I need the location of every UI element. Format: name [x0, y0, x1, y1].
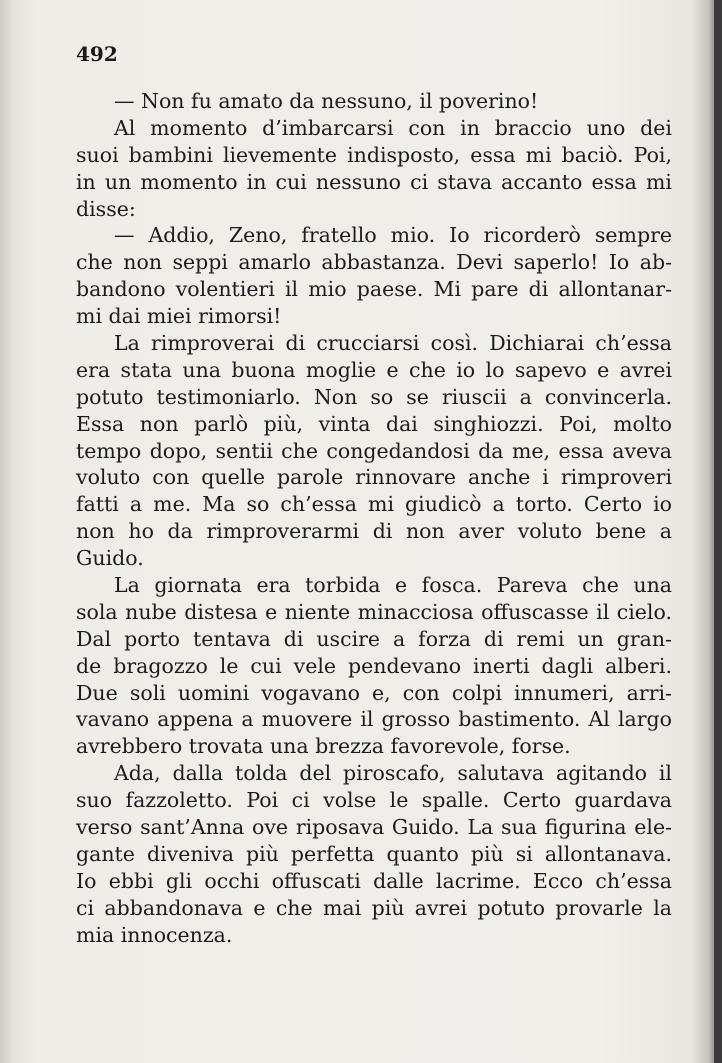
text-line: potuto testimoniarlo. Non so se riuscii a convincerla. — [76, 384, 672, 409]
text-line: Ada, dalla tolda del piroscafo, salutava agitando il — [114, 761, 672, 786]
text-line: vavano appena a muovere il grosso bastimento. Al largo — [76, 707, 672, 732]
text-line: Io ebbi gli occhi offuscati dalle lacrime. Ecco ch’essa — [76, 868, 672, 893]
text-line: La rimproverai di crucciarsi così. Dichiarai ch’essa — [114, 331, 672, 356]
text-line: mia innocenza. — [76, 922, 233, 947]
text-line: suo fazzoletto. Poi ci volse le spalle. Certo guardava — [76, 788, 672, 813]
text-line: in un momento in cui nessuno ci stava accanto essa mi — [76, 169, 672, 194]
text-line: Due soli uomini vogavano e, con colpi innumeri, arri- — [76, 680, 672, 705]
text-line: che non seppi amarlo abbastanza. Devi saperlo! Io ab- — [76, 250, 672, 275]
text-line: sola nube distesa e niente minacciosa offuscasse il cielo. — [76, 599, 672, 624]
text-line: era stata una buona moglie e che io lo sapevo e avrei — [76, 357, 672, 382]
text-line: non ho da rimproverarmi di non aver voluto bene a — [76, 519, 672, 544]
page-body-text — [76, 88, 672, 949]
text-line: bandono volentieri il mio paese. Mi pare di allontanar- — [76, 277, 672, 302]
text-line: avrebbero trovata una brezza favorevole, forse. — [76, 734, 571, 759]
text-line: — Addio, Zeno, fratello mio. Io ricorderò sempre — [114, 223, 672, 248]
text-line: Guido. — [76, 546, 144, 571]
text-line: voluto con quelle parole rinnovare anche i rimproveri — [76, 465, 672, 490]
text-line: tempo dopo, sentii che congedandosi da me, essa aveva — [76, 438, 672, 463]
text-line: — Non fu amato da nessuno, il poverino! — [114, 89, 539, 113]
text-line: fatti a me. Ma so ch’essa mi giudicò a torto. Certo io — [76, 492, 672, 517]
text-line: disse: — [76, 196, 136, 221]
text-line: mi dai miei rimorsi! — [76, 304, 282, 329]
text-line: de bragozzo le cui vele pendevano inerti dagli alberi. — [76, 653, 672, 678]
text-line: ci abbandonava e che mai più avrei potuto provarle la — [76, 895, 672, 920]
text-line: Dal porto tentava di uscire a forza di remi un gran- — [76, 626, 672, 651]
text-line: suoi bambini lievemente indisposto, essa mi baciò. Poi, — [76, 142, 672, 167]
text-line: Essa non parlò più, vinta dai singhiozzi. Poi, molto — [76, 411, 672, 436]
text-line: verso sant’Anna ove riposava Guido. La sua figurina ele- — [76, 815, 672, 840]
text-line: gante diveniva più perfetta quanto più si allontanava. — [76, 841, 672, 866]
text-line: La giornata era torbida e fosca. Pareva che una — [114, 573, 672, 598]
page-gutter — [714, 0, 722, 1063]
text-line: Al momento d’imbarcarsi con in braccio uno dei — [114, 115, 672, 140]
page-number: 492 — [76, 42, 118, 66]
